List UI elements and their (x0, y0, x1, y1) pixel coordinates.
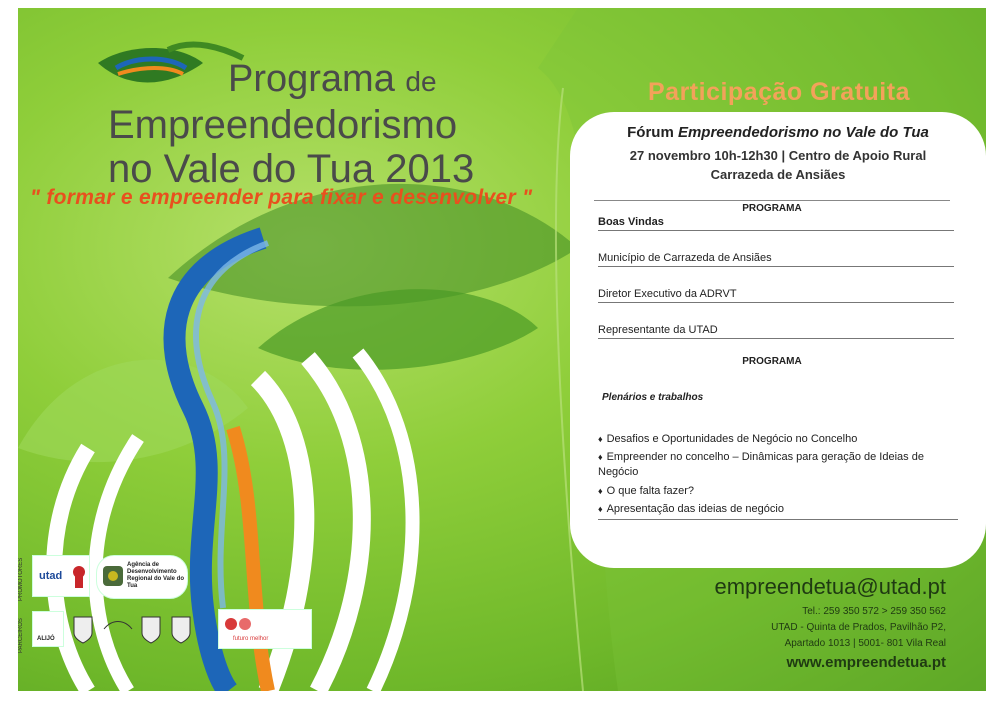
place-line: Carrazeda de Ansiães (710, 167, 846, 182)
agenda-item-1: Boas Vindas (598, 216, 954, 231)
alijo-logo-text: ALIJÓ (37, 636, 55, 642)
title-line1-small: de (405, 66, 437, 97)
contact-email: empreendetua@utad.pt (714, 574, 946, 599)
futuro-melhor-text: futuro melhor (233, 636, 269, 642)
poster (18, 8, 986, 691)
utad-logo-text: utad (39, 570, 63, 582)
partners-area (18, 553, 318, 691)
futuro-melhor-icon (223, 614, 263, 636)
bullet-item-2: ♦ Empreender no concelho – Dinâmicas para geração de Ideias de Negócio (598, 450, 958, 480)
contact-phone: Tel.: 259 350 572 > 259 350 562 (802, 606, 946, 617)
program-card (570, 112, 986, 568)
program-title (108, 58, 528, 191)
parceiros-label: PARCEIROS (18, 618, 24, 653)
municipality-crests-icons (70, 615, 210, 645)
utad-logo (32, 555, 90, 597)
title-line2: Empreendedorismo (108, 103, 458, 147)
contact-address-1: UTAD - Quinta de Prados, Pavilhão P2, (771, 622, 946, 633)
agenda-item-2: Município de Carrazeda de Ansiães (598, 252, 954, 267)
contact-address-2: Apartado 1013 | 5001- 801 Vila Real (784, 638, 946, 649)
agenda-item-4: Representante da UTAD (598, 324, 954, 339)
section-heading-1: PROGRAMA (594, 200, 950, 214)
forum-prefix: Fórum (627, 124, 674, 141)
alijo-logo (32, 611, 64, 647)
agenda-item-3: Diretor Executivo da ADRVT (598, 288, 954, 303)
agencia-logo-text: Agência de Desenvolvimento Regional do Vale do Tua (127, 562, 185, 589)
section-heading-2: PROGRAMA (742, 356, 802, 367)
agencia-logo (96, 555, 188, 599)
bullet-item-3: ♦ O que falta fazer? (598, 484, 958, 499)
forum-title (570, 124, 986, 141)
title-line3: no Vale do Tua 2013 (108, 147, 475, 191)
plenarios-label: Plenários e trabalhos (602, 392, 704, 403)
contact-website: www.empreendetua.pt (786, 654, 946, 671)
slogan: " formar e empreender para fixar e desenvolver " (30, 186, 533, 209)
bullet-item-4: ♦ Apresentação das ideias de negócio (598, 502, 958, 520)
utad-mascot-icon (71, 564, 87, 588)
date-line: 27 novembro 10h-12h30 | Centro de Apoio Rural (629, 148, 927, 163)
title-line1: Programa (228, 58, 395, 100)
futuro-melhor-logo (218, 609, 312, 649)
promotores-label: PROMOTORES (18, 557, 24, 601)
forum-name: Empreendedorismo no Vale do Tua (677, 124, 929, 141)
agencia-emblem-icon (101, 564, 125, 588)
bullet-item-1: ♦ Desafios e Oportunidades de Negócio no Concelho (598, 432, 958, 447)
free-participation-label: Participação Gratuita (648, 78, 910, 106)
